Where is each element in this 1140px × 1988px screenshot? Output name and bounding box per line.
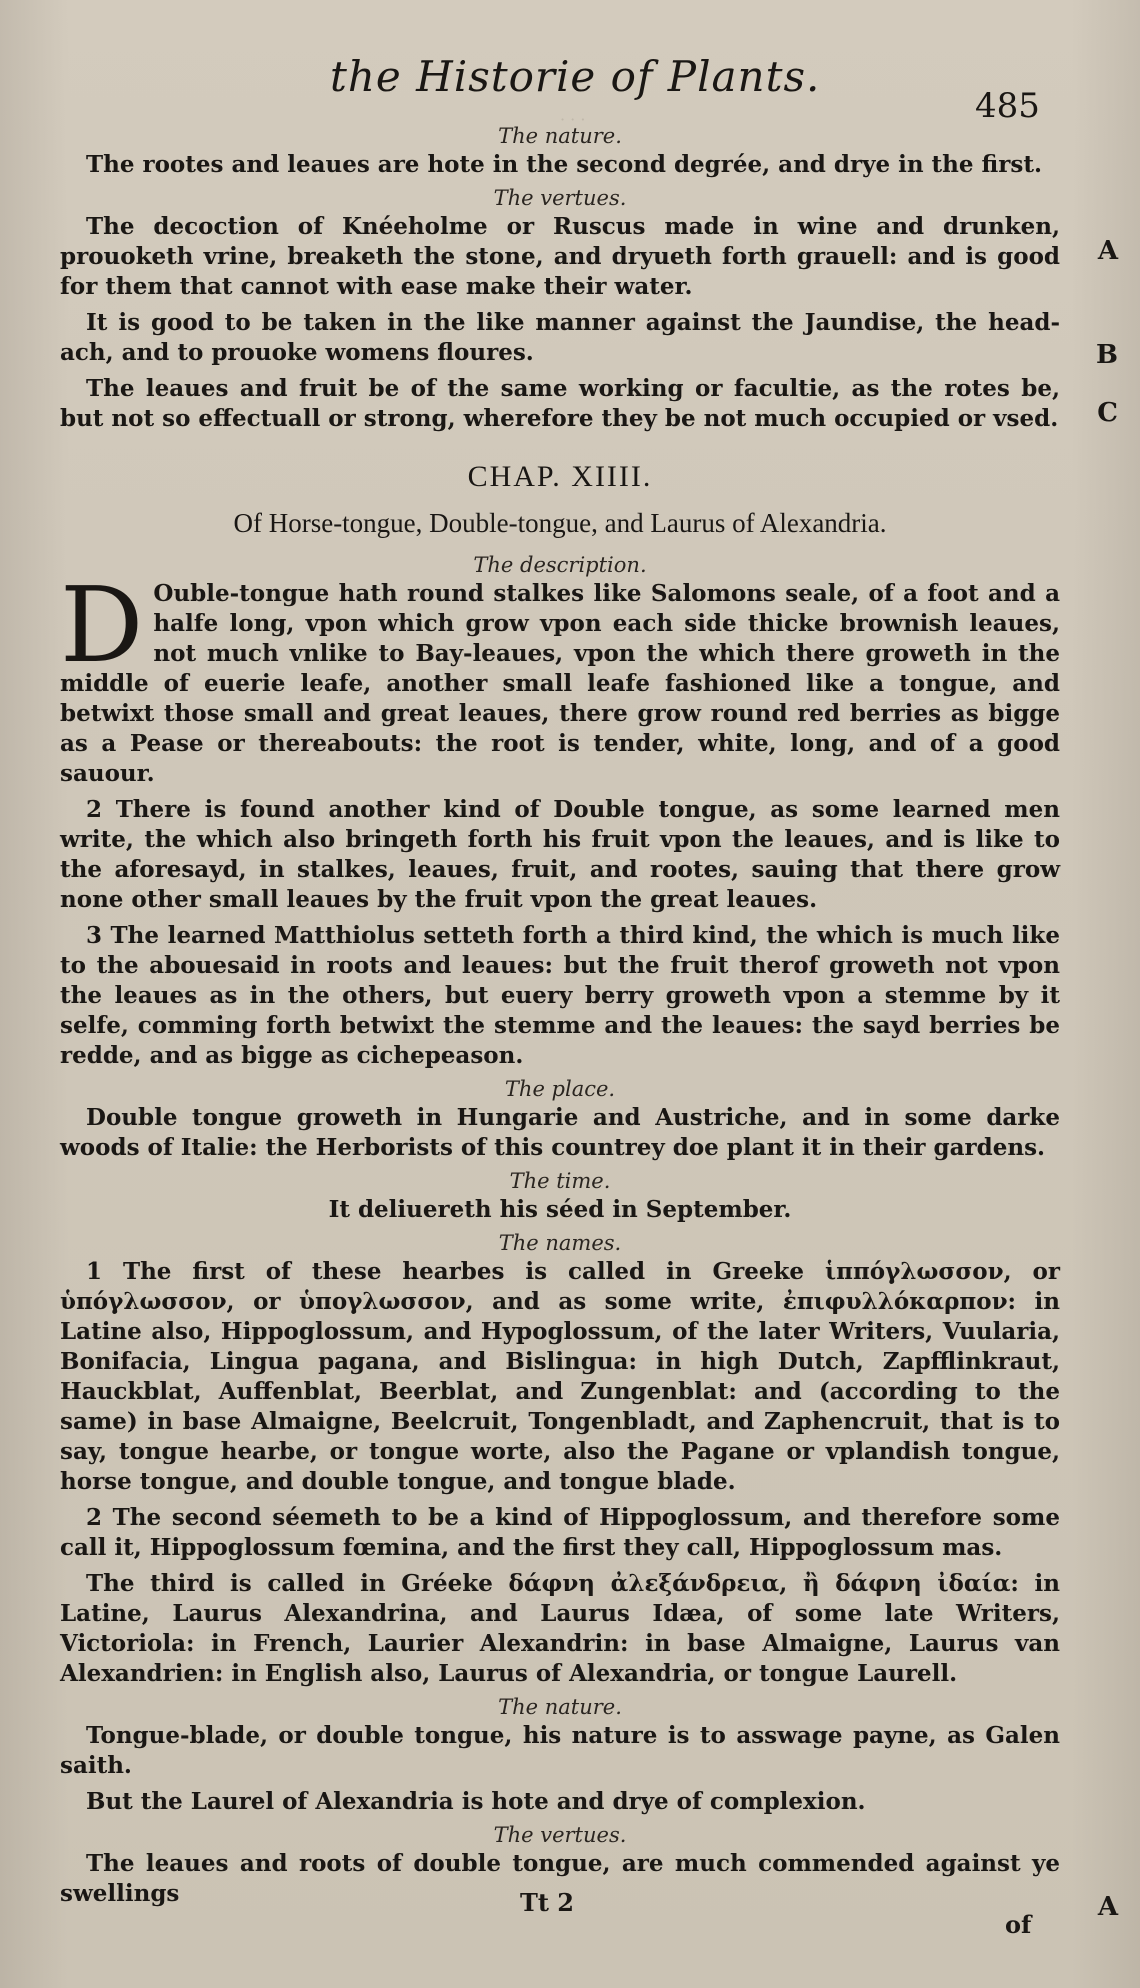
section-heading-vertues: The vertues.: [493, 186, 627, 210]
margin-letter-a-bottom: A: [1097, 1892, 1118, 1922]
bleed-through-text: · · ·: [560, 110, 586, 129]
margin-letter-a: A: [1097, 236, 1118, 266]
catchword: of: [1005, 1910, 1032, 1939]
page-header: [0, 52, 1140, 126]
names-paragraph-3: The third is called in Gréeke δάφνη ἀλεξάνδρεια, ἢ δάφνη ἰδαία: in Latine, Laurus Alexandrina, and Laurus Idæa, of some late Writers, Victoriola: in French, Laurier Alexandrin: in base Almaigne, Laurus van Alexandrien: in English also, Laurus of Alexandria, or tongue Laurell.: [60, 1570, 1060, 1687]
margin-letter-c: C: [1097, 398, 1118, 428]
time-paragraph: It deliuereth his séed in September.: [328, 1196, 792, 1223]
nature2-paragraph-2: But the Laurel of Alexandria is hote and drye of complexion.: [86, 1788, 866, 1815]
drop-capital: D: [60, 564, 144, 686]
vertues2-paragraph-1: The leaues and roots of double tongue, are much commended against ye swellings: [60, 1850, 1060, 1907]
section-heading-description: The description.: [473, 553, 647, 577]
page-number: 485: [975, 86, 1040, 126]
margin-letter-b: B: [1096, 340, 1118, 370]
nature-paragraph: The rootes and leaues are hote in the second degrée, and drye in the first.: [86, 151, 1042, 178]
vertues-paragraph-3: The leaues and fruit be of the same working or facultie, as the rotes be, but not so effectuall or strong, wherefore they be not much occupied or vsed.: [60, 375, 1060, 432]
vertues-paragraph-2: It is good to be taken in the like manner against the Jaundise, the head-ach, and to prouoke womens floures.: [60, 309, 1060, 366]
description-paragraph-3: 3 The learned Matthiolus setteth forth a third kind, the which is much like to the abouesaid in roots and leaues: but the fruit therof groweth not vpon the leaues as in the others, but euery berry groweth vpon a stemme by it selfe, comming forth betwixt the stemme and the leaues: the sayd berries be redde, and as bigge as cichepeason.: [60, 922, 1060, 1069]
section-heading-nature: The nature.: [498, 124, 622, 148]
vertues-paragraph-1: The decoction of Knéeholme or Ruscus made in wine and drunken, prouoketh vrine, breaketh the stone, and dryueth forth grauell: and is good for them that cannot with ease make their water.: [60, 213, 1060, 300]
names-paragraph-2: 2 The second séemeth to be a kind of Hippoglossum, and therefore some call it, Hippoglossum fœmina, and the first they call, Hippoglossum mas.: [60, 1504, 1060, 1561]
running-title: the Historie of Plants.: [330, 52, 821, 101]
section-heading-time: The time.: [509, 1169, 611, 1193]
chapter-number: CHAP. XIIII.: [467, 460, 653, 493]
section-heading-nature-2: The nature.: [498, 1695, 622, 1719]
page-content: [60, 120, 1060, 1915]
names-paragraph-1: 1 The first of these hearbes is called in Greeke ἱππόγλωσσον, or ὑπόγλωσσον, or ὑπογλωσσον, and as some write, ἐπιφυλλόκαρπον: in Latine also, Hippoglossum, and Hypoglossum, of the later Writers, Vuularia, Bonifacia, Lingua pagana, and Bislingua: in high Dutch, Zapfflinkraut, Hauckblat, Auffenblat, Beerblat, and Zungenblat: and (according to the same) in base Almaigne, Beelcruit, Tongenbladt, and Zaphencruit, that is to say, tongue hearbe, or tongue worte, also the Pagane or vplandish tongue, horse tongue, and double tongue, and tongue blade.: [60, 1258, 1060, 1495]
description-paragraph-1-text: Ouble-tongue hath round stalkes like Salomons seale, of a foot and a halfe long, vpon which grow vpon each side thicke brownish leaues, not much vnlike to Bay-leaues, vpon the which there groweth in the middle of euerie leafe, another small leafe fashioned like a tongue, and betwixt those small and great leaues, there grow round red berries as bigge as a Pease or thereabouts: the root is tender, white, long, and of a good sauour.: [60, 580, 1060, 787]
place-paragraph: Double tongue groweth in Hungarie and Austriche, and in some darke woods of Italie: the Herborists of this countrey doe plant it in their gardens.: [60, 1104, 1060, 1161]
nature2-paragraph-1: Tongue-blade, or double tongue, his nature is to asswage payne, as Galen saith.: [60, 1722, 1060, 1779]
signature-mark: Tt 2: [520, 1888, 574, 1917]
section-heading-vertues-2: The vertues.: [493, 1823, 627, 1847]
chapter-title: Of Horse-tongue, Double-tongue, and Laurus of Alexandria.: [233, 508, 887, 538]
section-heading-names: The names.: [498, 1231, 622, 1255]
section-heading-place: The place.: [504, 1077, 616, 1101]
description-paragraph-2: 2 There is found another kind of Double tongue, as some learned men write, the which also bringeth forth his fruit vpon the leaues, and is like to the aforesayd, in stalkes, leaues, fruit, and rootes, sauing that there grow none other small leaues by the fruit vpon the great leaues.: [60, 796, 1060, 913]
